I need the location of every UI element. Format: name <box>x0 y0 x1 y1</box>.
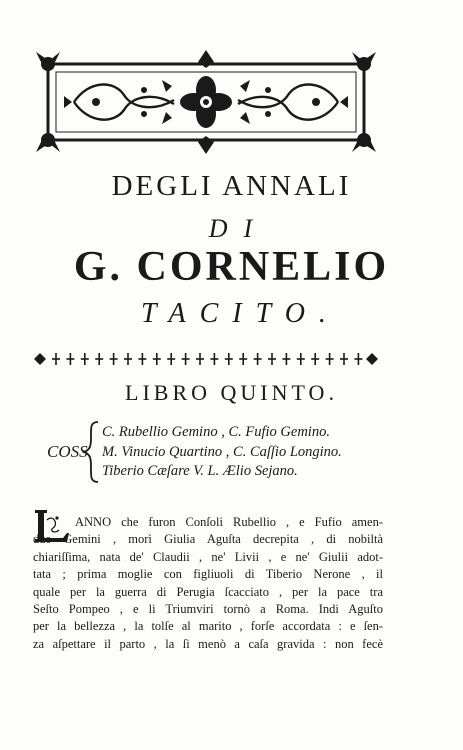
book-heading: LIBRO QUINTO. <box>125 380 338 405</box>
title-line-2: DI <box>208 214 269 243</box>
decorative-rule <box>34 349 378 369</box>
body-text <box>33 514 383 653</box>
text-line: tata ; prima moglie con figliuoli di Tiberio Nerone , il <box>33 567 383 582</box>
text-line: ANNO che furon Conſoli Rubellio , e Fufio amen- <box>75 515 383 529</box>
text-line: per la bellezza , la tolſe al marito , forſe accordata : e ſen- <box>33 619 383 634</box>
consul-entry-3: Tiberio Cæſare V. L. Ælio Sejano. <box>102 463 298 479</box>
ornamental-headpiece <box>34 50 378 154</box>
text-line: Seſto Pompeo , e li Triumviri tornò a Roma. Indi Aguſto <box>33 601 383 616</box>
title-line-4: TACITO. <box>141 298 340 329</box>
text-line: za aſpettare il parto , la ſi menò a caſa gravida : non fecè <box>33 636 383 651</box>
title-line-1: DEGLI ANNALI <box>111 170 352 202</box>
text-line: chiariſſima, nata de' Claudii , ne' Livii , e ne' Giulii adot- <box>33 549 383 564</box>
text-line: due Gemini , morì Giulia Aguſta decrepita , di nobiltà <box>33 532 383 547</box>
title-author: G. CORNELIO <box>73 244 390 290</box>
brace-icon <box>82 420 100 484</box>
text-line: quale per la guerra di Perugia ſcacciato , per la pace tra <box>33 584 383 599</box>
consuls-list <box>102 423 342 482</box>
consul-entry-1: C. Rubellio Gemino , C. Fufio Gemino. <box>102 424 330 440</box>
consuls-label: COSS. <box>47 442 92 461</box>
consul-entry-2: M. Vinucio Quartino , C. Caſſio Longino. <box>102 443 342 460</box>
